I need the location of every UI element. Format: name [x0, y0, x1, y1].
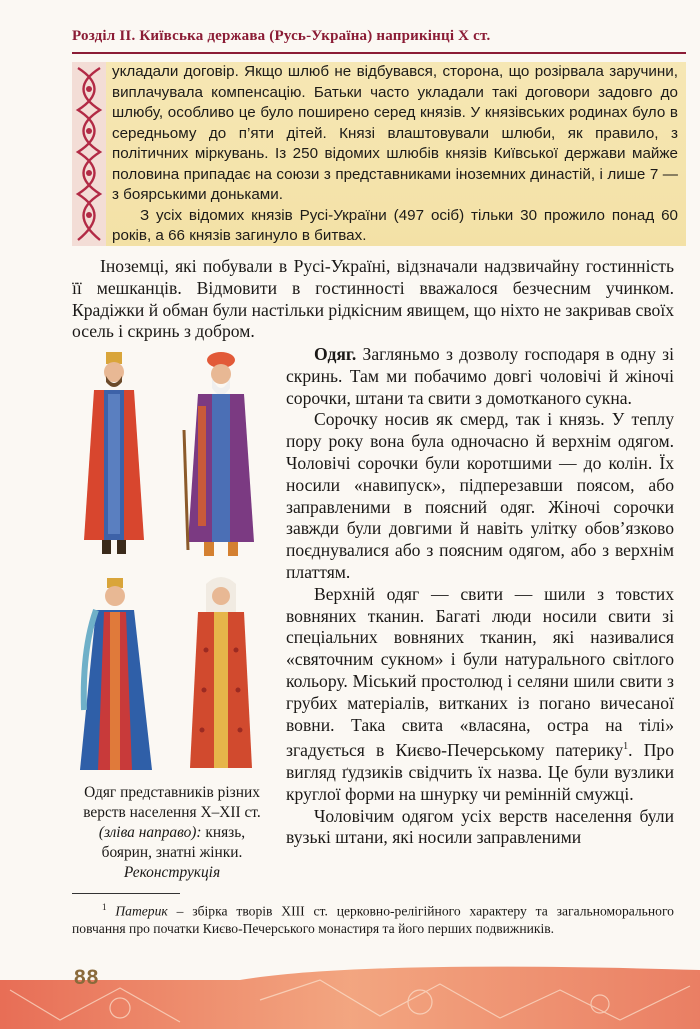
info-box-text — [112, 62, 678, 247]
prince-figure — [84, 352, 144, 554]
boyar-figure — [184, 352, 254, 556]
section-title: Одяг. — [314, 344, 357, 364]
clothing-paragraph: Верхній одяг — свити — шили з товстих вовняних тканин. Багаті люди носили свити зі спеціальних вовняних тканин, які називалися «святочним сукном» і були натурального світлого кольору. Міський простолюд і селяни шили свити з грубих матеріалів, витканих із погано вичесаної вовни. Така свита «власяна, остра на тілі» згадується в Києво-Печерському патерику$^1$. Про вигляд ґудзиків свідчить їх назва. Це були вузлики круглої форми на шнурку чи ремінній смужці. — [286, 583, 674, 804]
clothing-paragraph: Чоловічим одягом усіх верств населення були вузькі штани, які носили заправленими — [286, 805, 674, 848]
noblewoman-figure — [80, 578, 152, 770]
running-header: Розділ II. Київська держава (Русь-Україна) наприкінці X ст. — [72, 28, 491, 44]
footnote-term: Патерик — [115, 903, 168, 919]
clothing-paragraph: Одяг. Загляньмо з дозволу господаря в одну зі скринь. Там ми побачимо довгі чоловічі й жіночі сорочки, штани та свити з домотканого сукна. — [286, 344, 674, 408]
ornament-border-icon — [72, 62, 106, 246]
main-text-column — [286, 344, 674, 849]
costume-illustrations — [74, 350, 270, 776]
info-box-paragraph: З усіх відомих князів Русі-України (497 осіб) тільки 30 прожило понад 60 років, а 66 князів загинуло в битвах. — [112, 206, 678, 244]
intro-paragraph-block — [72, 256, 674, 343]
header-rule — [72, 52, 686, 54]
footnote: $^1$ Патерик – збірка творів XIII ст. церковно-релігійного характеру та загальноморального повчання про початки Києво-Печерського монастиря та його перших подвижників. — [72, 902, 674, 937]
clothing-paragraph: Сорочку носив як смерд, так і князь. У теплу пору року вона була одночасно й верхнім одягом. Чоловічі сорочки були коротшими — до колін. Їх носили «навипуск», підперезавши поясом, або заправленими в поясний одяг. Жіночі сорочки завжди були довгими й навіть улітку обов’язково поєднувалися або з поясним одягом, або з верхнім платтям. — [286, 409, 674, 582]
footnote-rule — [72, 893, 180, 894]
decorative-bottom-band — [0, 960, 700, 1029]
figure-caption: Одяг представників різних верств населення X–XII ст. (зліва направо): князь, боярин, знатні жінки. Реконструкція — [83, 784, 261, 881]
noblewoman-figure — [190, 577, 252, 768]
intro-paragraph: Іноземці, які побували в Русі-Україні, відзначали надзвичайну гостинність її мешканців. Відмовити в гостинності вважалося безчесним учинком. Крадіжки й обман були настільки рідкісним явищем, що ніхто не закривав своїх осель і скринь з добром. — [72, 256, 675, 342]
info-box-paragraph: укладали договір. Якщо шлюб не відбувався, сторона, що розірвала заручини, виплачувала компенсацію. Батьки часто укладали такі договори задовго до шлюбу, особливо це було поширено серед князів. У князівських родинах було в середньому до п’яти дітей. Князі влаштовували шлюби, як правило, з політичних міркувань. Із 250 відомих шлюбів князів Київської держави майже половина припадає на союзи з представниками іноземних династій, і лише 7 — з боярськими доньками. — [112, 63, 678, 203]
footnote-ref[interactable]: 1 — [623, 741, 629, 753]
page-number: 88 — [74, 966, 100, 989]
